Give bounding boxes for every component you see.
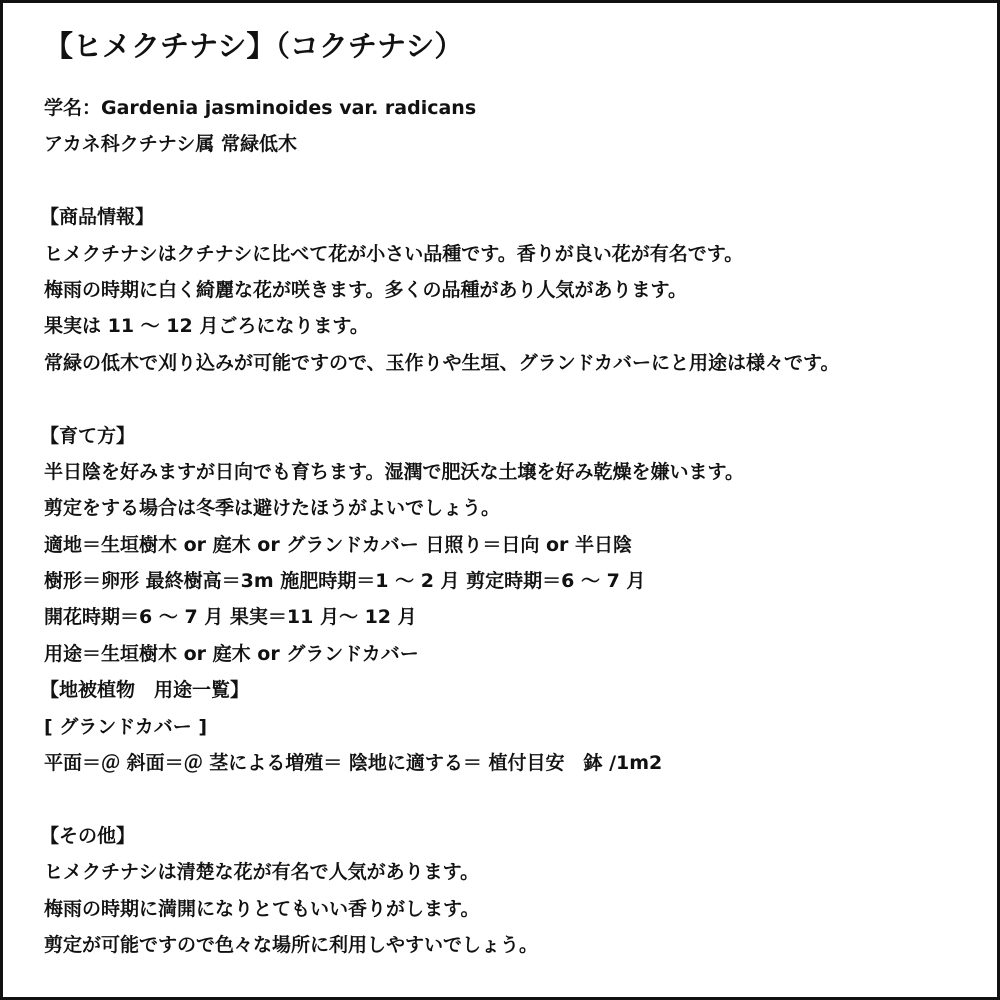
spacer <box>44 381 984 417</box>
product-info-line: 常緑の低木で刈り込みが可能ですので、玉作りや生垣、グランドカバーにと用途は様々です。 <box>44 351 840 374</box>
other-line: 梅雨の時期に満開になりとてもいい香りがします。 <box>44 897 480 920</box>
other-line: 剪定が可能ですので色々な場所に利用しやすいでしょう。 <box>44 933 539 956</box>
how-to-grow-line: 剪定をする場合は冬季は避けたほうがよいでしょう。 <box>44 497 501 520</box>
product-info-line: ヒメクチナシはクチナシに比べて花が小さい品種です。香りが良い花が有名です。 <box>44 242 744 265</box>
page-title: 【ヒメクチナシ】（コクチナシ） <box>44 29 464 63</box>
other-line: ヒメクチナシは清楚な花が有名で人気があります。 <box>44 861 480 884</box>
product-description <box>40 22 984 963</box>
how-to-grow-line: 開花時期＝6 ～ 7 月 果実＝11 月～ 12 月 <box>44 606 417 629</box>
how-to-grow-line: 半日陰を好みますが日向でも育ちます。湿潤で肥沃な土壌を好み乾燥を嫌います。 <box>44 460 744 483</box>
ground-cover-line: 平面＝＠ 斜面＝＠ 茎による増殖＝ 陰地に適する＝ 植付目安 鉢 /1m2 <box>44 752 663 775</box>
product-info-line: 梅雨の時期に白く綺麗な花が咲きます。多くの品種があり人気があります。 <box>44 278 687 301</box>
how-to-grow-line: 樹形＝卵形 最終樹高＝3m 施肥時期＝1 ～ 2 月 剪定時期＝6 ～ 7 月 <box>44 570 646 593</box>
how-to-grow-line: 用途＝生垣樹木 or 庭木 or グランドカバー <box>44 642 419 665</box>
how-to-grow-heading: 【育て方】 <box>40 424 136 447</box>
scientific-name: 学名：Gardenia jasminoides var. radicans <box>44 97 477 119</box>
spacer <box>44 781 984 817</box>
ground-cover-heading: 【地被植物 用途一覧】 <box>40 679 250 702</box>
plant-family: アカネ科クチナシ属 常緑低木 <box>44 133 298 156</box>
product-info-heading: 【商品情報】 <box>40 206 155 229</box>
ground-cover-subheading: [ グランドカバー ] <box>44 715 208 738</box>
spacer <box>44 163 984 199</box>
product-info-line: 果実は 11 ～ 12 月ごろになります。 <box>44 315 369 338</box>
other-heading: 【その他】 <box>40 824 136 847</box>
how-to-grow-line: 適地＝生垣樹木 or 庭木 or グランドカバー 日照り＝日向 or 半日陰 <box>44 533 633 556</box>
